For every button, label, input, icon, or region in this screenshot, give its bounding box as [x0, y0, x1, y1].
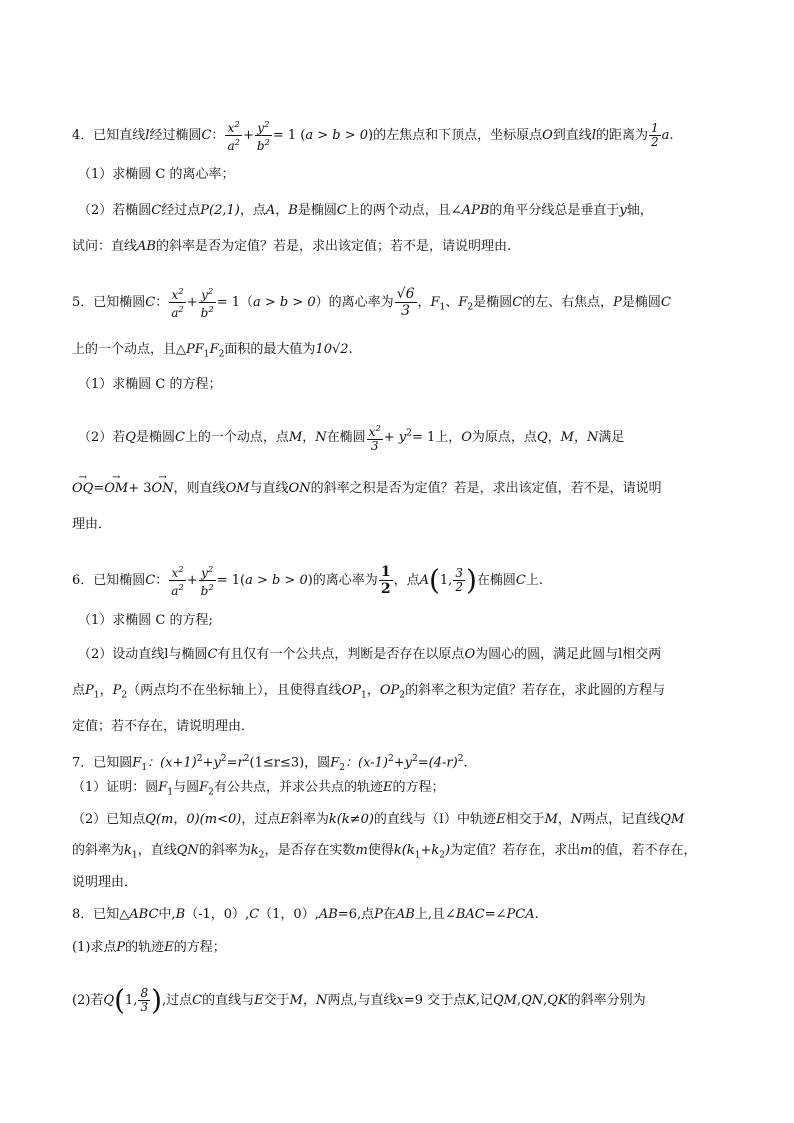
q7-line-5: 说明理由．: [72, 875, 138, 890]
q5-line-5: → OQ=→ OM+ 3→ ON，则直线OM与直线ON的斜率之积是否为定值？若是，求出该定值，若不是，请说明: [72, 478, 732, 500]
q4-line-3: （2）若椭圆C经过点P(2,1)，点A，B是椭圆C上的两个动点，且∠APB的角平分线总是垂直于y轴，: [78, 203, 653, 218]
q5-line-1: 5．已知椭圆C： $\frac{x^2}{a^2}$ + $\frac{y^2}{b^2}$ = 1（a > b > 0）的离心率为 $\frac{√6}{3}$ ，$F_1$、$F_2$是椭圆C的左、右焦点，P是椭圆C: [72, 286, 671, 320]
q6-line-5: 定值；若不存在，请说明理由．: [72, 719, 255, 734]
q6-line-2: （1）求椭圆 C 的方程;: [78, 613, 213, 628]
q4-line-4: 试问：直线AB的斜率是否为定值？若是，求出该定值；若不是，请说明理由.: [72, 239, 512, 254]
q7-line-2: （1）证明：圆$F_1$与圆$F_2$有公共点，并求公共点的轨迹E的方程；: [72, 780, 445, 798]
q7-line-1: 7．已知圆$F_1$：$(x+1)^2+y^2=r^2(1\le r\le 3)$，圆$F_2$：$(x-1)^2+y^2=(4-r)^2$.: [72, 754, 468, 773]
fraction: $\frac{√6}{3}$: [396, 286, 415, 319]
fraction: $\frac{1}{2}$: [651, 121, 659, 149]
q5-line-6: 理由．: [72, 517, 112, 532]
q8-line-2: (1)求点P的轨迹E的方程；: [72, 940, 226, 955]
fraction: $\frac{x^2}{3}$: [368, 423, 381, 453]
q6-line-3: （2）设动直线l与椭圆C有且仅有一个公共点，判断是否存在以原点O为圆心的圆，满足此圆与l相交两: [78, 647, 662, 662]
vector-om: → OM: [104, 478, 128, 500]
q8-line-1: 8．已知△ABC中,B（-1，0）,C（1，0）,AB=6,点P在AB上,且∠BAC=∠PCA.: [72, 907, 539, 922]
q7-line-3: （2）已知点Q(m，0)(m<0)，过点E斜率为k(k≠0)的直线与（Ⅰ）中轨迹E相交于M，N两点，记直线QM: [72, 812, 685, 827]
vector-on: → ON: [152, 478, 174, 500]
q5-line-3: （1）求椭圆 C 的方程；: [78, 377, 222, 392]
fraction: $\frac{8}{3}$: [140, 986, 149, 1014]
fraction: $\frac{y^2}{b^2}$: [256, 119, 270, 153]
fraction: $\frac{y^2}{b^2}$: [200, 286, 214, 320]
fraction: $\frac{y^2}{b^2}$: [200, 564, 214, 598]
q8-line-3: (2)若Q(1, $\frac{8}{3}$ ),过点C的直线与E交于M，N两点,与直线x=9 交于点K,记QM,QN,QK的斜率分别为: [72, 983, 646, 1017]
q6-line-1: 6．已知椭圆C： $\frac{x^2}{a^2}$ + $\frac{y^2}{b^2}$ = 1(a > b > 0)的离心率为 $\frac{1}{2}$ ，点A(1, $\frac{3}{2}$ )在椭圆C上.: [72, 563, 543, 598]
fraction: $\frac{1}{2}$: [380, 564, 391, 597]
q6-line-4: 点$P_1$，$P_2$（两点均不在坐标轴上），且使得直线$OP_1$，$OP_2$的斜率之积为定值？若存在，求此圆的方程与: [72, 683, 666, 701]
q5-line-2: 上的一个动点，且$\triangle PF_1F_2$面积的最大值为10√2.: [72, 342, 353, 360]
vector-oq: → OQ: [72, 478, 93, 500]
q5-line-4: （2）若Q是椭圆C上的一个动点，点M，N在椭圆 $\frac{x^2}{3}$ + $y^2= 1$上，O为原点，点Q，M，N满足: [78, 423, 625, 453]
fraction: $\frac{x^2}{a^2}$: [171, 286, 184, 320]
q7-line-4: 的斜率为$k_1$，直线QN的斜率为$k_2$，是否存在实数m使得$k(k_1+k_2)$为定值？若存在，求出m的值，若不存在，: [72, 843, 697, 861]
fraction: $\frac{x^2}{a^2}$: [227, 119, 240, 153]
q4-line-1: 4．已知直线l经过椭圆C： $\frac{x^2}{a^2}$ + $\frac{y^2}{b^2}$ = 1 (a > b > 0)的左焦点和下顶点，坐标原点O到直线l的距离为 $\frac{1}{2}$ a.: [72, 119, 674, 153]
q4-line-2: （1）求椭圆 C 的离心率；: [78, 167, 235, 182]
fraction: $\frac{3}{2}$: [455, 566, 463, 594]
fraction: $\frac{x^2}{a^2}$: [171, 564, 184, 598]
